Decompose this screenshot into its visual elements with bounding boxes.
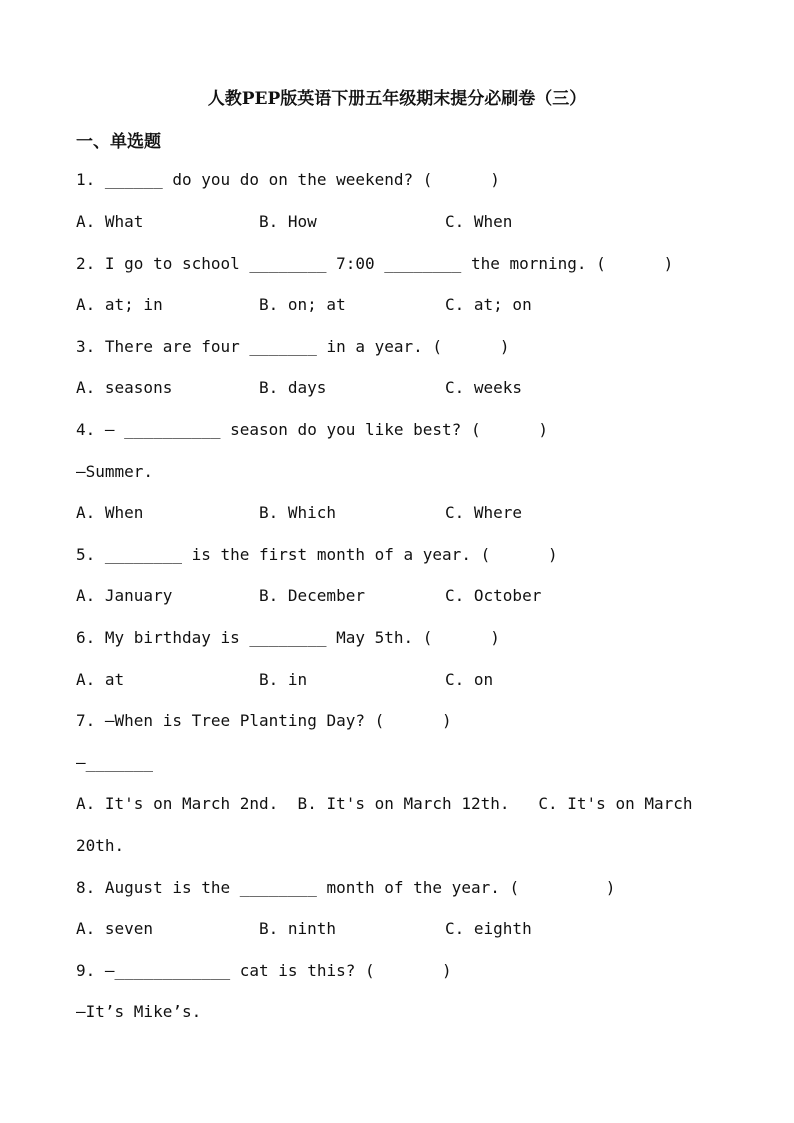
question-2-option-c: C. at; on (445, 295, 532, 314)
question-1-stem: 1. ______ do you do on the weekend? ( ) (76, 170, 500, 189)
question-9-answer: —It’s Mike’s. (76, 1002, 202, 1021)
question-4-answer: —Summer. (76, 462, 154, 481)
question-7-options-wrap: 20th. (76, 836, 125, 855)
question-5-option-c: C. October (445, 586, 542, 605)
question-1-option-a: A. What (76, 212, 144, 231)
question-7-stem: 7. —When is Tree Planting Day? ( ) (76, 711, 452, 730)
section-heading: 一、单选题 (76, 132, 161, 152)
question-4-option-c: C. Where (445, 503, 523, 522)
question-3-option-b: B. days (259, 378, 327, 397)
question-7-answer: —_______ (76, 753, 154, 772)
question-7-options: A. It's on March 2nd. B. It's on March 12th. C. It's on March (76, 794, 693, 813)
question-5-stem: 5. ________ is the first month of a year. ( ) (76, 545, 558, 564)
question-1-option-b: B. How (259, 212, 317, 231)
question-4-option-b: B. Which (259, 503, 337, 522)
question-6-option-c: C. on (445, 670, 494, 689)
question-8-option-c: C. eighth (445, 919, 532, 938)
question-6-option-a: A. at (76, 670, 125, 689)
question-8-option-b: B. ninth (259, 919, 337, 938)
question-8-stem: 8. August is the ________ month of the year. ( ) (76, 878, 616, 897)
question-6-option-b: B. in (259, 670, 308, 689)
question-4-option-a: A. When (76, 503, 144, 522)
question-4-stem: 4. — __________ season do you like best? ( ) (76, 420, 549, 439)
question-5-option-a: A. January (76, 586, 173, 605)
question-2-option-b: B. on; at (259, 295, 346, 314)
question-1-option-c: C. When (445, 212, 513, 231)
question-9-stem: 9. —____________ cat is this? ( ) (76, 961, 452, 980)
page-title: 人教PEP版英语下册五年级期末提分必刷卷（三） (207, 89, 587, 109)
question-8-option-a: A. seven (76, 919, 154, 938)
question-6-stem: 6. My birthday is ________ May 5th. ( ) (76, 628, 500, 647)
question-5-option-b: B. December (259, 586, 365, 605)
question-3-option-c: C. weeks (445, 378, 523, 397)
question-3-stem: 3. There are four _______ in a year. ( ) (76, 337, 510, 356)
question-3-option-a: A. seasons (76, 378, 173, 397)
question-2-stem: 2. I go to school ________ 7:00 ________ the morning. ( ) (76, 254, 674, 273)
question-2-option-a: A. at; in (76, 295, 163, 314)
